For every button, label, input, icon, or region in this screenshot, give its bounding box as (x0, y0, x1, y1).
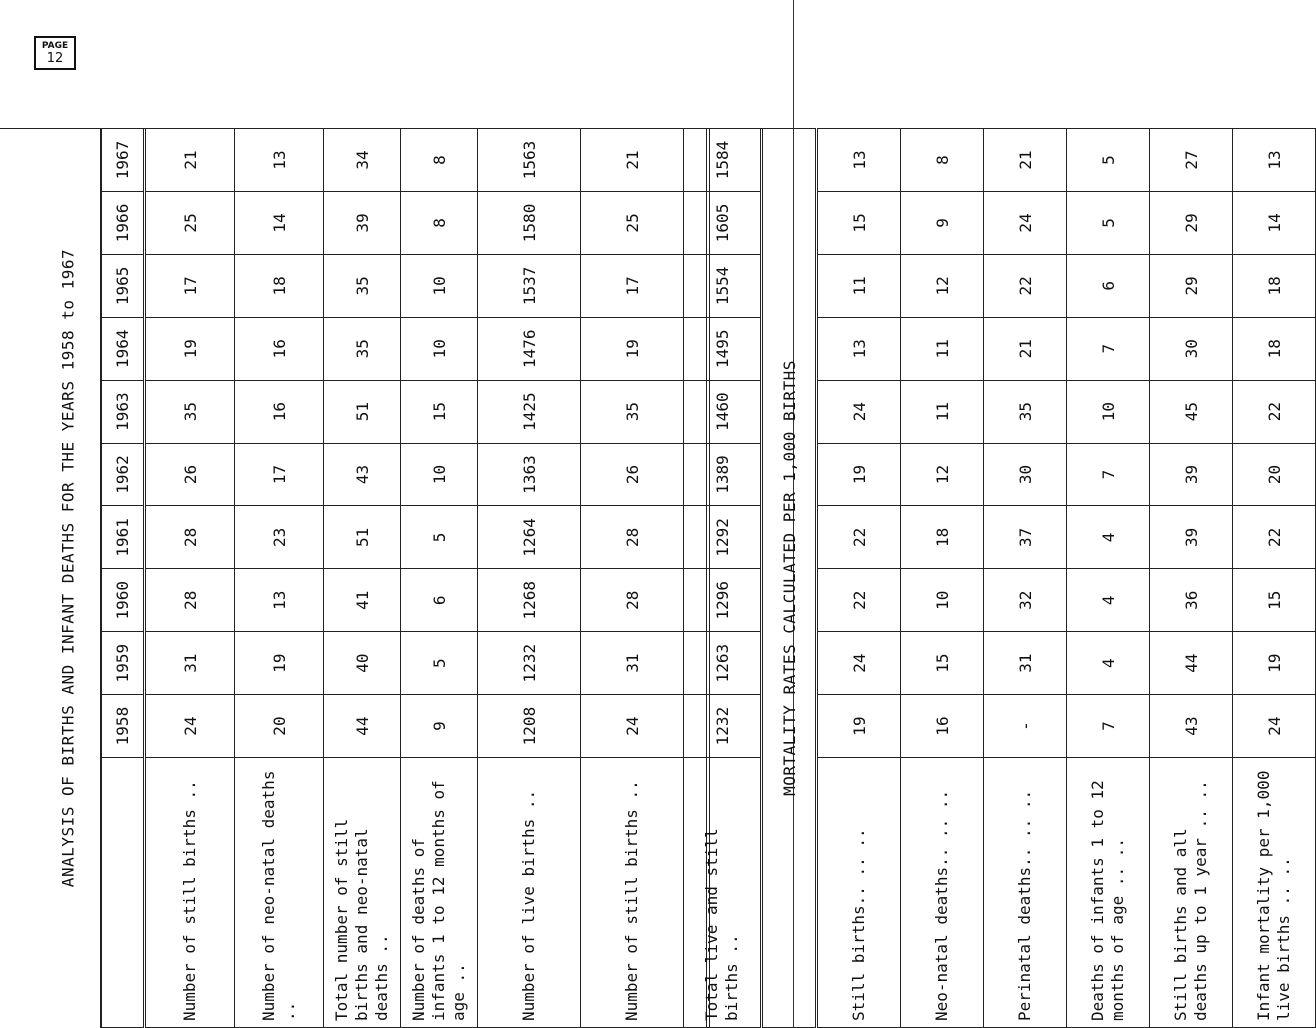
value-cell: 10 (401, 254, 478, 317)
value-cell: 21 (145, 129, 235, 192)
year-header: 1958 (101, 695, 145, 758)
value-cell: 9 (401, 695, 478, 758)
value-cell: 51 (324, 380, 401, 443)
row-label: Perinatal deaths.. .. .. (984, 758, 1067, 1028)
value-cell: 1292 (684, 506, 762, 569)
value-cell: 31 (984, 632, 1067, 695)
value-cell: 11 (901, 317, 984, 380)
counts-section (145, 129, 762, 1028)
value-cell: 21 (581, 129, 684, 192)
value-cell: 5 (401, 506, 478, 569)
table-row (684, 129, 762, 1028)
value-cell: 22 (1233, 380, 1316, 443)
value-cell: 12 (901, 443, 984, 506)
page-number-box (34, 36, 76, 70)
value-cell: 28 (581, 506, 684, 569)
value-cell: 1296 (684, 569, 762, 632)
value-cell: 41 (324, 569, 401, 632)
value-cell: 35 (581, 380, 684, 443)
table-row (401, 129, 478, 1028)
row-label: Neo-natal deaths.. .. .. (901, 758, 984, 1028)
value-cell: 24 (145, 695, 235, 758)
value-cell: 1563 (478, 129, 581, 192)
value-cell: 43 (324, 443, 401, 506)
value-cell: 28 (145, 506, 235, 569)
value-cell: 25 (145, 191, 235, 254)
value-cell: 1363 (478, 443, 581, 506)
row-label: Number of live births .. (478, 758, 581, 1028)
value-cell: 23 (235, 506, 324, 569)
table-row (324, 129, 401, 1028)
value-cell: 22 (984, 254, 1067, 317)
section-header-row (762, 129, 817, 1028)
value-cell: 17 (581, 254, 684, 317)
value-cell: 30 (984, 443, 1067, 506)
value-cell: 1476 (478, 317, 581, 380)
year-header-row (101, 129, 145, 1028)
value-cell: 35 (324, 254, 401, 317)
value-cell: 16 (235, 317, 324, 380)
value-cell: 31 (581, 632, 684, 695)
row-label: Still births and all deaths up to 1 year .. .. (1150, 758, 1233, 1028)
value-cell: 14 (1233, 191, 1316, 254)
row-label: Deaths of infants 1 to 12 months of age .. .. (1067, 758, 1150, 1028)
value-cell: 10 (901, 569, 984, 632)
year-header: 1964 (101, 317, 145, 380)
value-cell: 24 (1233, 695, 1316, 758)
row-label: Total live and still births .. (684, 758, 762, 1028)
value-cell: 43 (1150, 695, 1233, 758)
value-cell: 35 (984, 380, 1067, 443)
value-cell: 8 (901, 129, 984, 192)
value-cell: 25 (581, 191, 684, 254)
value-cell: 11 (817, 254, 901, 317)
births-deaths-table (100, 128, 1316, 1028)
rotated-table-container (100, 128, 1293, 1028)
value-cell: 22 (817, 569, 901, 632)
row-label: Number of still births .. (145, 758, 235, 1028)
document-title-container (50, 128, 86, 1008)
value-cell: 6 (1067, 254, 1150, 317)
value-cell: 1263 (684, 632, 762, 695)
value-cell: 1264 (478, 506, 581, 569)
row-label: Still births.. .. .. (817, 758, 901, 1028)
year-header: 1965 (101, 254, 145, 317)
row-label: Number of deaths of infants 1 to 12 months of age .. (401, 758, 478, 1028)
page-number: 12 (46, 51, 64, 66)
value-cell: 31 (145, 632, 235, 695)
value-cell: 1268 (478, 569, 581, 632)
value-cell: 8 (401, 129, 478, 192)
value-cell: 19 (145, 317, 235, 380)
table-row (817, 129, 901, 1028)
year-header: 1967 (101, 129, 145, 192)
value-cell: 28 (145, 569, 235, 632)
table-row (984, 129, 1067, 1028)
value-cell: 7 (1067, 443, 1150, 506)
table-row (1150, 129, 1233, 1028)
rates-section (817, 129, 1316, 1028)
value-cell: 13 (235, 129, 324, 192)
document-title: ANALYSIS OF BIRTHS AND INFANT DEATHS FOR THE YEARS 1958 to 1967 (58, 248, 78, 888)
value-cell: 1495 (684, 317, 762, 380)
value-cell: 24 (817, 380, 901, 443)
value-cell: 12 (901, 254, 984, 317)
value-cell: 5 (1067, 129, 1150, 192)
year-header: 1960 (101, 569, 145, 632)
value-cell: 36 (1150, 569, 1233, 632)
value-cell: 7 (1067, 695, 1150, 758)
value-cell: 15 (401, 380, 478, 443)
value-cell: 44 (1150, 632, 1233, 695)
value-cell: 29 (1150, 254, 1233, 317)
row-label: Total number of still births and neo-natal deaths .. (324, 758, 401, 1028)
value-cell: 13 (817, 129, 901, 192)
value-cell: 9 (901, 191, 984, 254)
value-cell: 21 (984, 317, 1067, 380)
value-cell: 1208 (478, 695, 581, 758)
table-row (478, 129, 581, 1028)
value-cell: 13 (817, 317, 901, 380)
value-cell: 7 (1067, 317, 1150, 380)
value-cell: 15 (1233, 569, 1316, 632)
page-word: PAGE (41, 41, 69, 51)
table-row (1233, 129, 1316, 1028)
value-cell: 1605 (684, 191, 762, 254)
table-row (581, 129, 684, 1028)
year-header: 1962 (101, 443, 145, 506)
value-cell: 8 (401, 191, 478, 254)
value-cell: 39 (1150, 443, 1233, 506)
value-cell: 35 (145, 380, 235, 443)
year-header: 1959 (101, 632, 145, 695)
value-cell: 19 (581, 317, 684, 380)
value-cell: 19 (1233, 632, 1316, 695)
value-cell: 15 (817, 191, 901, 254)
section-header: MORTALITY RATES CALCULATED PER 1,000 BIRTHS (762, 129, 817, 1028)
table-row (235, 129, 324, 1028)
value-cell: 26 (145, 443, 235, 506)
value-cell: 16 (901, 695, 984, 758)
row-label: Number of neo-natal deaths .. (235, 758, 324, 1028)
value-cell: 39 (324, 191, 401, 254)
value-cell: 14 (235, 191, 324, 254)
value-cell: 10 (401, 443, 478, 506)
value-cell: 35 (324, 317, 401, 380)
value-cell: 1554 (684, 254, 762, 317)
value-cell: 37 (984, 506, 1067, 569)
value-cell: 11 (901, 380, 984, 443)
value-cell: 13 (235, 569, 324, 632)
value-cell: 1537 (478, 254, 581, 317)
value-cell: 44 (324, 695, 401, 758)
value-cell: 30 (1150, 317, 1233, 380)
value-cell: 16 (235, 380, 324, 443)
value-cell: 1584 (684, 129, 762, 192)
value-cell: 22 (1233, 506, 1316, 569)
value-cell: 10 (1067, 380, 1150, 443)
value-cell: 1425 (478, 380, 581, 443)
value-cell: 4 (1067, 569, 1150, 632)
value-cell: 22 (817, 506, 901, 569)
table-row (901, 129, 984, 1028)
value-cell: 5 (1067, 191, 1150, 254)
value-cell: 29 (1150, 191, 1233, 254)
value-cell: 18 (1233, 254, 1316, 317)
value-cell: 24 (581, 695, 684, 758)
year-header: 1966 (101, 191, 145, 254)
value-cell: 51 (324, 506, 401, 569)
value-cell: 27 (1150, 129, 1233, 192)
year-header: 1961 (101, 506, 145, 569)
value-cell: 6 (401, 569, 478, 632)
value-cell: 13 (1233, 129, 1316, 192)
value-cell: 19 (817, 695, 901, 758)
value-cell: 15 (901, 632, 984, 695)
table-row (145, 129, 235, 1028)
value-cell: 1232 (684, 695, 762, 758)
value-cell: 1389 (684, 443, 762, 506)
value-cell: 20 (235, 695, 324, 758)
value-cell: 34 (324, 129, 401, 192)
value-cell: 24 (984, 191, 1067, 254)
row-label: Number of still births .. (581, 758, 684, 1028)
value-cell: - (984, 695, 1067, 758)
value-cell: 5 (401, 632, 478, 695)
value-cell: 40 (324, 632, 401, 695)
value-cell: 1232 (478, 632, 581, 695)
value-cell: 39 (1150, 506, 1233, 569)
value-cell: 10 (401, 317, 478, 380)
value-cell: 19 (817, 443, 901, 506)
corner-cell (101, 758, 145, 1028)
value-cell: 18 (235, 254, 324, 317)
row-label: Infant mortality per 1,000 live births .. .. (1233, 758, 1316, 1028)
value-cell: 28 (581, 569, 684, 632)
value-cell: 4 (1067, 632, 1150, 695)
value-cell: 18 (1233, 317, 1316, 380)
value-cell: 4 (1067, 506, 1150, 569)
value-cell: 45 (1150, 380, 1233, 443)
value-cell: 20 (1233, 443, 1316, 506)
value-cell: 24 (817, 632, 901, 695)
value-cell: 21 (984, 129, 1067, 192)
value-cell: 17 (235, 443, 324, 506)
table-row (1067, 129, 1150, 1028)
value-cell: 19 (235, 632, 324, 695)
value-cell: 17 (145, 254, 235, 317)
value-cell: 1580 (478, 191, 581, 254)
value-cell: 1460 (684, 380, 762, 443)
value-cell: 26 (581, 443, 684, 506)
year-header: 1963 (101, 380, 145, 443)
value-cell: 18 (901, 506, 984, 569)
value-cell: 32 (984, 569, 1067, 632)
